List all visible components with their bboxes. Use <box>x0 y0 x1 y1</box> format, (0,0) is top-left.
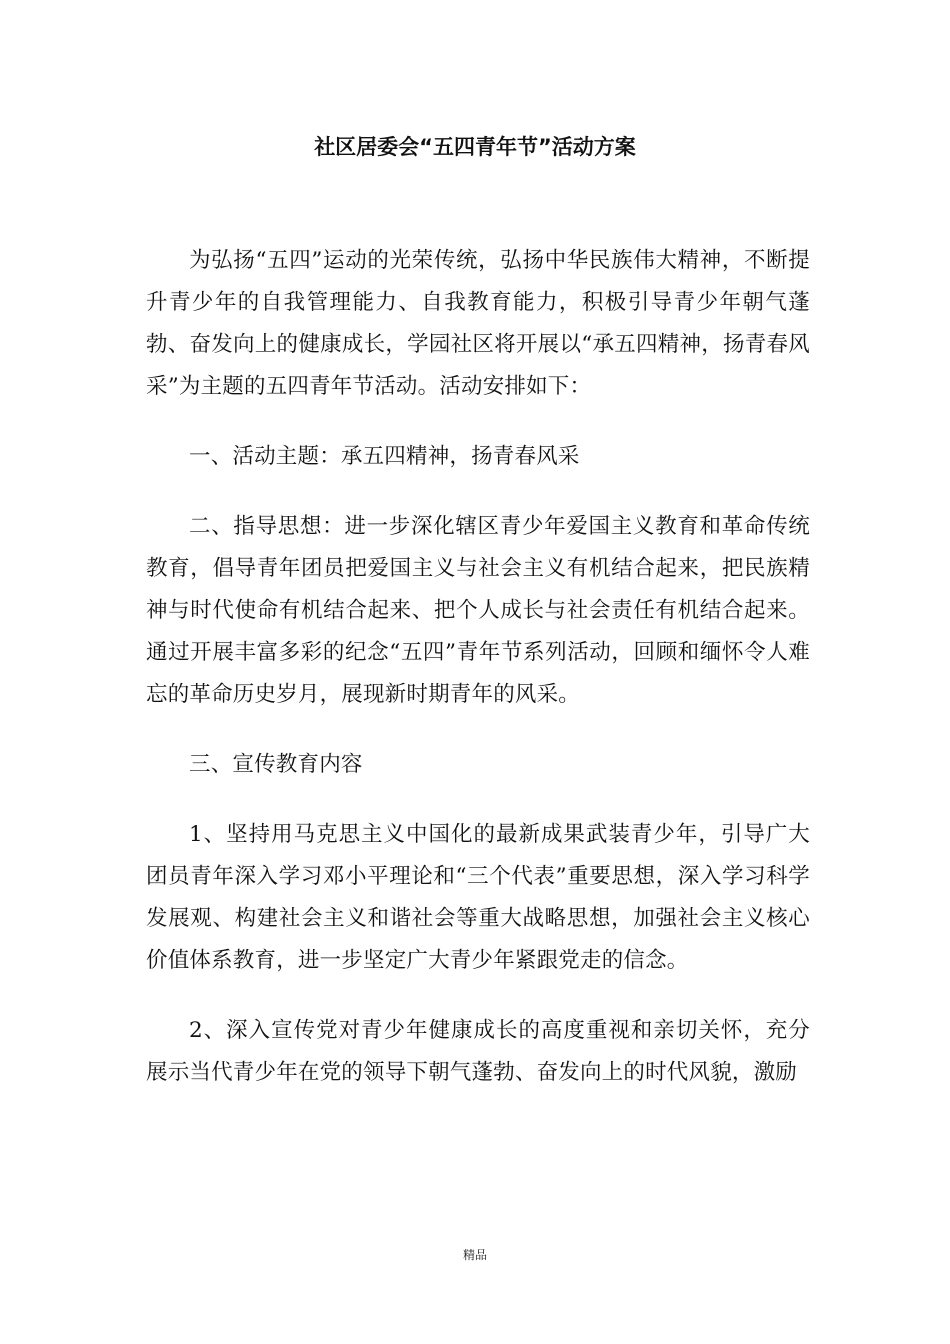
section-activity-theme: 一、活动主题：承五四精神，扬青春风采 <box>189 444 580 469</box>
document-body <box>146 240 810 1122</box>
intro-paragraph: 为弘扬“五四”运动的光荣传统，弘扬中华民族伟大精神，不断提升青少年的自我管理能力、自我教育能力，积极引导青少年朝气蓬勃、奋发向上的健康成长，学园社区将开展以“承五四精神，扬青春风采”为主题的五四青年节活动。活动安排如下： <box>146 248 810 399</box>
content-item-1: 1、坚持用马克思主义中国化的最新成果武装青少年，引导广大团员青年深入学习邓小平理论和“三个代表”重要思想，深入学习科学发展观、构建社会主义和谐社会等重大战略思想，加强社会主义核心价值体系教育，进一步坚定广大青少年紧跟党走的信念。 <box>146 822 810 973</box>
section-guiding-ideology: 二、指导思想：进一步深化辖区青少年爱国主义教育和革命传统教育，倡导青年团员把爱国主义与社会主义有机结合起来，把民族精神与时代使命有机结合起来、把个人成长与社会责任有机结合起来。通过开展丰富多彩的纪念“五四”青年节系列活动，回顾和缅怀令人难忘的革命历史岁月，展现新时期青年的风采。 <box>146 514 810 707</box>
content-item-2: 2、深入宣传党对青少年健康成长的高度重视和亲切关怀，充分展示当代青少年在党的领导下朝气蓬勃、奋发向上的时代风貌，激励 <box>146 1018 810 1085</box>
section-publicity-content: 三、宣传教育内容 <box>189 752 363 777</box>
page-footer: 精品 <box>462 1248 487 1262</box>
document-title: 社区居委会“五四青年节”活动方案 <box>314 135 636 159</box>
